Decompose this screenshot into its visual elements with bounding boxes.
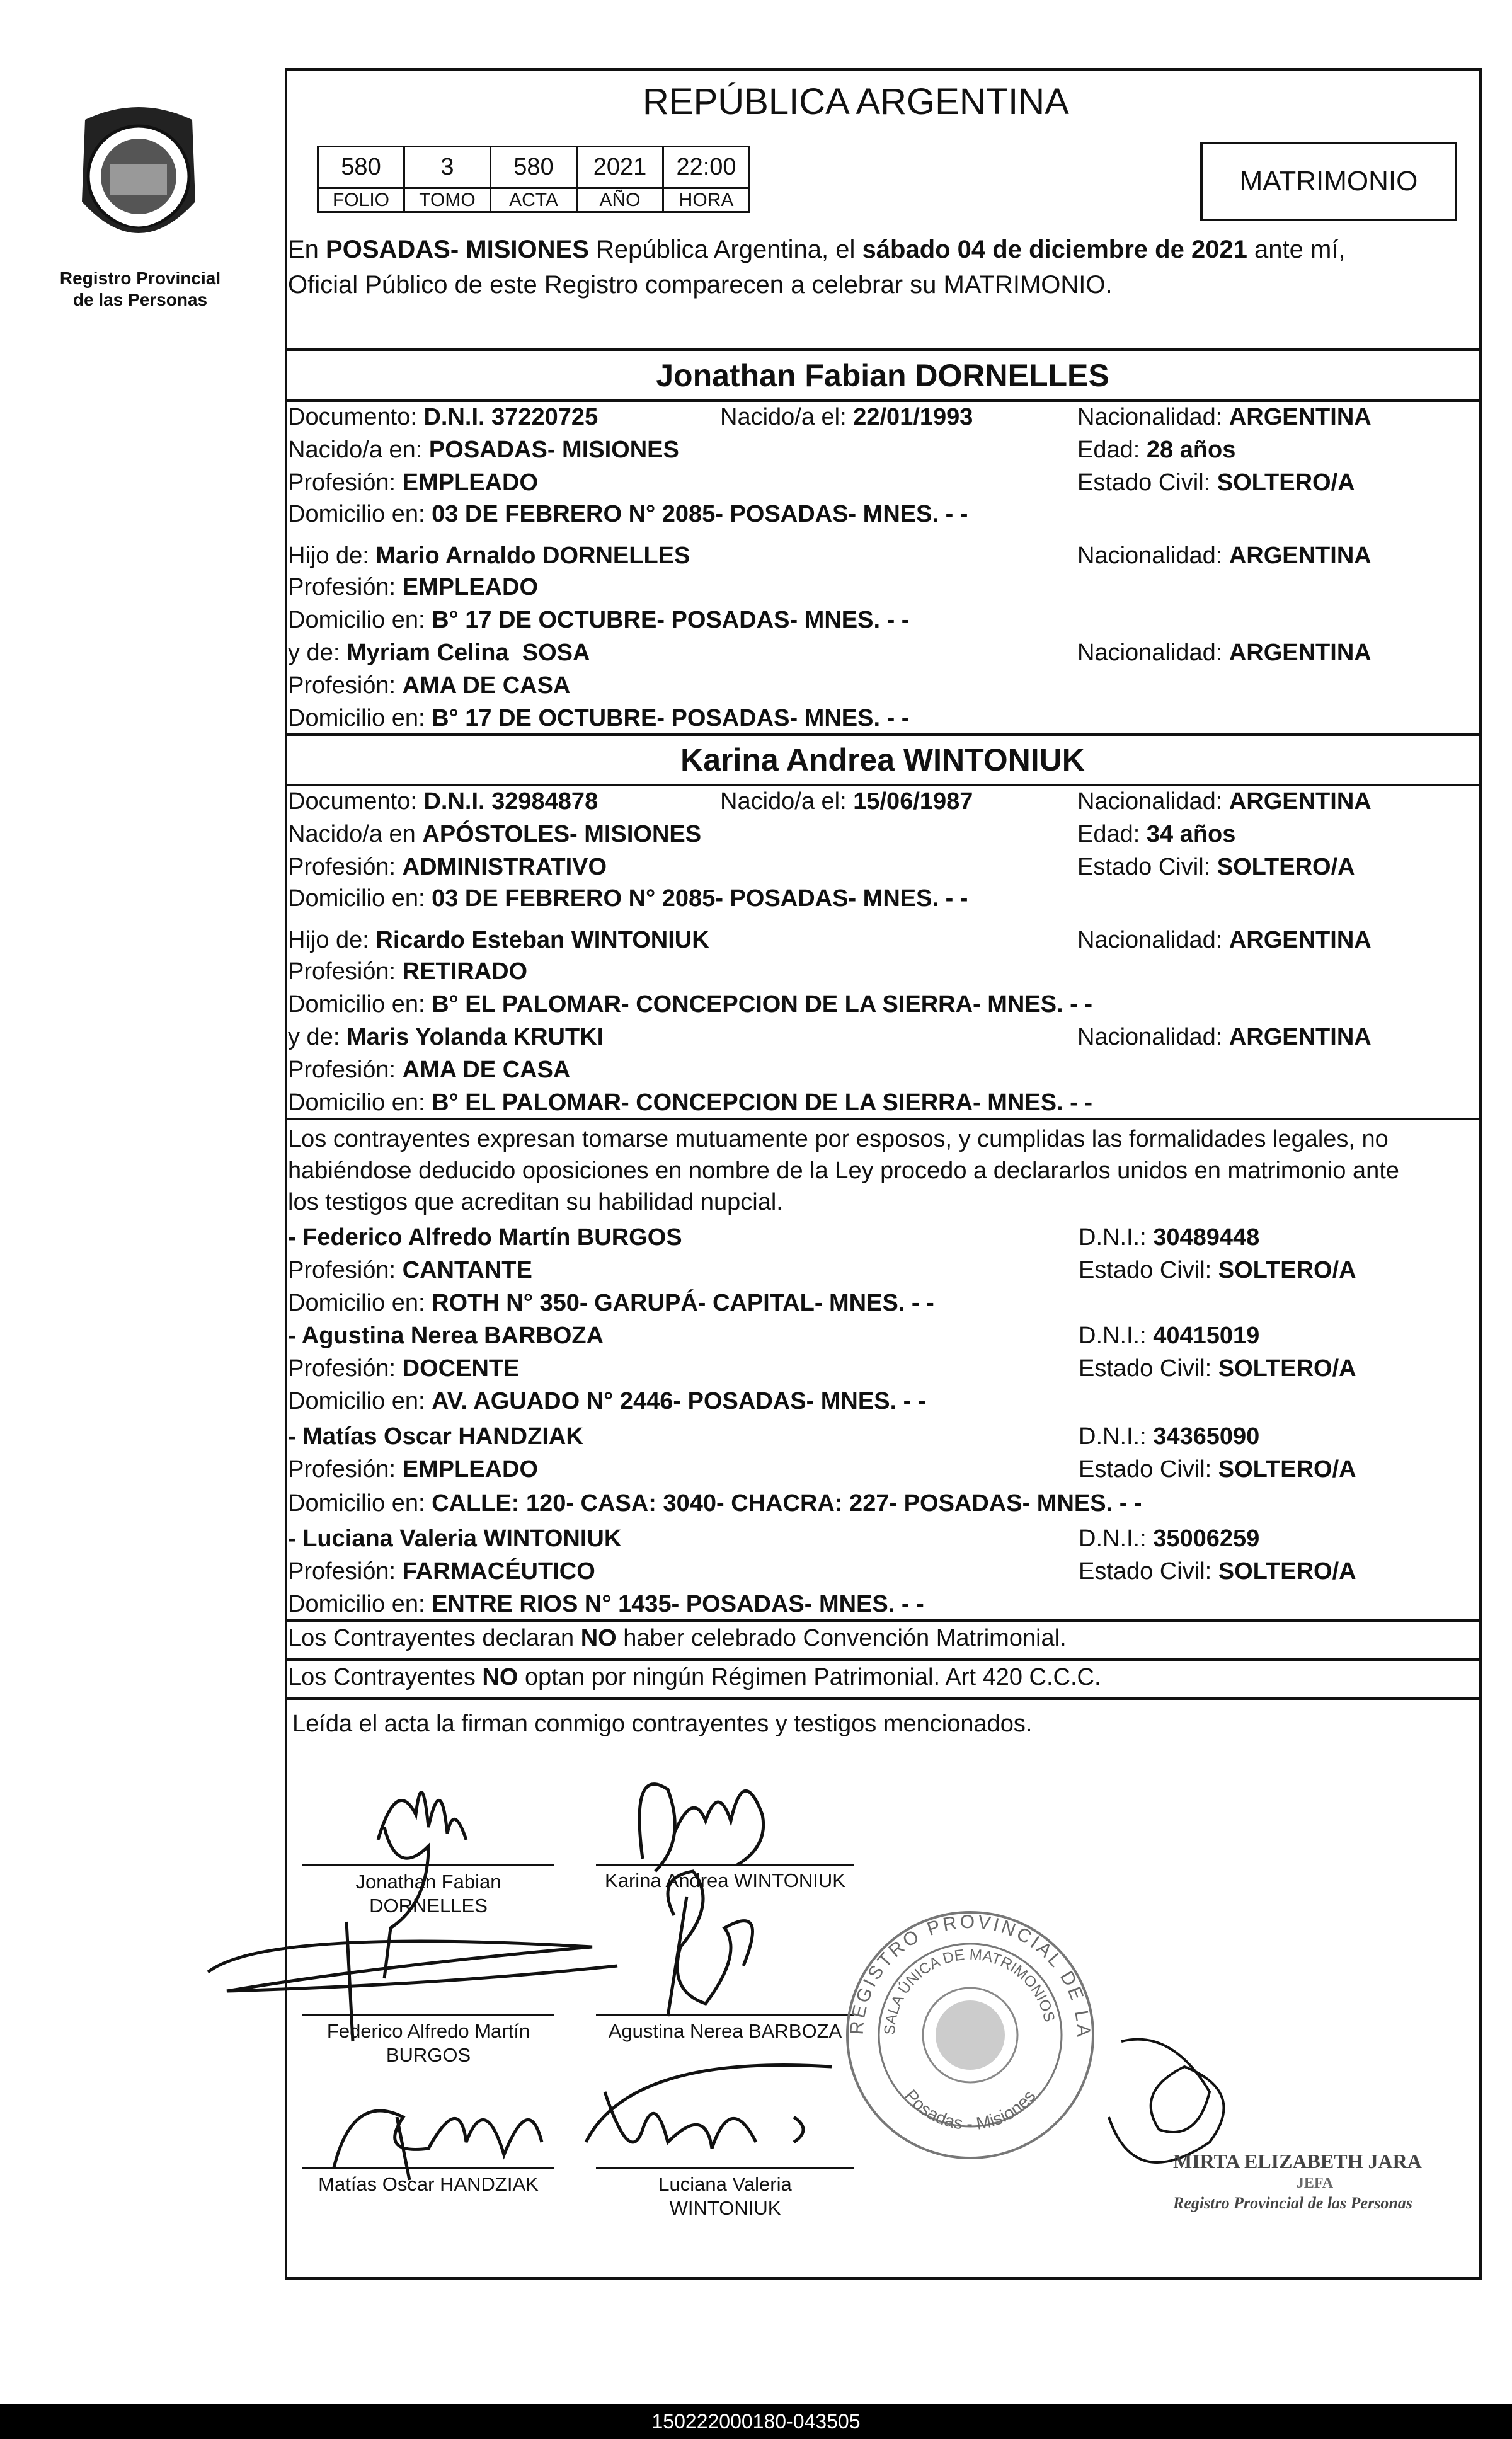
bride-mother-address: B° EL PALOMAR- CONCEPCION DE LA SIERRA- MNES. - -: [432, 1089, 1093, 1116]
signature-line-groom: [302, 1864, 554, 1866]
groom-dni: D.N.I. 37220725: [423, 404, 598, 430]
bride-signature-caption: Karina Andrea WINTONIUK: [605, 1869, 845, 1891]
divider: [285, 1118, 1480, 1120]
bride-mother-profession: AMA DE CASA: [402, 1057, 571, 1083]
groom-mother-prof-row: [288, 670, 570, 701]
groom-born-row: [720, 402, 973, 432]
label: D.N.I.:: [1079, 1423, 1154, 1450]
label: Hijo de:: [288, 927, 376, 953]
groom-mother-nat-row: [1077, 638, 1372, 668]
witness-1-civil-status: SOLTERO/A: [1218, 1257, 1356, 1283]
label: Profesión:: [288, 672, 403, 699]
label: D.N.I.:: [1079, 1224, 1154, 1251]
label: Profesión:: [288, 854, 403, 880]
convention-text: Los Contrayentes declaran: [288, 1625, 581, 1651]
intro-date: sábado 04 de diciembre de 2021: [862, 236, 1247, 263]
groom-birthplace: POSADAS- MISIONES: [428, 437, 679, 463]
act-type: MATRIMONIO: [1239, 166, 1418, 197]
label: Domicilio en:: [288, 1388, 432, 1415]
divider: [285, 733, 1480, 736]
caption-line: Jonathan Fabian: [355, 1871, 501, 1893]
label: Estado Civil:: [1077, 854, 1217, 880]
bride-civil-status: SOLTERO/A: [1217, 854, 1355, 880]
label: Nacido/a en: [288, 821, 423, 847]
witness-2-profession: DOCENTE: [402, 1355, 520, 1382]
bride-father-addr-row: [288, 989, 1092, 1019]
tomo-label: TOMO: [404, 188, 491, 212]
groom-nationality: ARGENTINA: [1228, 404, 1372, 430]
groom-mother-addr-row: [288, 703, 909, 733]
label: Domicilio en:: [288, 1490, 432, 1517]
label: Profesión:: [288, 1057, 403, 1083]
witness-4-prof-row: [288, 1556, 595, 1587]
witness-2-civil-row: [1079, 1353, 1356, 1384]
bride-addr-row: [288, 883, 968, 914]
convention-text: haber celebrado Convención Matrimonial.: [616, 1625, 1067, 1651]
groom-signature-caption: [302, 1870, 554, 1918]
groom-mother-address: B° 17 DE OCTUBRE- POSADAS- MNES. - -: [432, 705, 910, 732]
label: Nacionalidad:: [1077, 542, 1229, 569]
caption-line: Federico Alfredo Martín: [326, 2020, 530, 2042]
witness-3-dni-row: [1079, 1421, 1259, 1452]
label: Profesión:: [288, 1257, 403, 1283]
label: Profesión:: [288, 574, 403, 600]
bride-father-row: [288, 925, 709, 955]
label: D.N.I.:: [1079, 1323, 1154, 1349]
declaration-line-1: Los contrayentes expresan tomarse mutuamente por esposos, y cumplidas las formalidades legales, no: [288, 1126, 1389, 1152]
registry-labels-row: [318, 188, 750, 212]
witness-1-civil-row: [1079, 1255, 1356, 1285]
bride-mother-addr-row: [288, 1088, 1092, 1118]
bride-nationality: ARGENTINA: [1228, 788, 1372, 815]
witness-4-civil-row: [1079, 1556, 1356, 1587]
official-signature-icon: [1109, 2040, 1224, 2162]
bride-birthdate: 15/06/1987: [853, 788, 973, 815]
label: Estado Civil:: [1077, 469, 1217, 496]
intro-line-1: [288, 234, 1346, 265]
official-title: JEFA: [1296, 2175, 1334, 2191]
convention-no: NO: [580, 1625, 617, 1651]
label: Profesión:: [288, 469, 403, 496]
label: Domicilio en:: [288, 1290, 432, 1316]
witness-4-profession: FARMACÉUTICO: [402, 1558, 595, 1585]
svg-text:SALA ÚNICA DE MATRIMONIOS: SALA ÚNICA DE MATRIMONIOS: [881, 1946, 1058, 2036]
intro-text: En: [288, 236, 326, 263]
witness-2-civil-status: SOLTERO/A: [1218, 1355, 1356, 1382]
witness-3-signature-icon: [334, 2111, 542, 2180]
signature-line-bride: [596, 1864, 854, 1866]
province-seal: [60, 95, 217, 274]
witness-1-dni: 30489448: [1153, 1224, 1260, 1251]
groom-mother-nationality: ARGENTINA: [1228, 640, 1372, 666]
label: Domicilio en:: [288, 607, 432, 633]
groom-addr-row: [288, 499, 968, 529]
label: Nacido/a el:: [720, 788, 854, 815]
witness-4-address: ENTRE RIOS N° 1435- POSADAS- MNES. - -: [432, 1591, 924, 1617]
witness-1-address: ROTH N° 350- GARUPÁ- CAPITAL- MNES. - -: [432, 1290, 934, 1316]
groom-mother-name: Myriam Celina SOSA: [346, 640, 590, 666]
witness-3-address: CALLE: 120- CASA: 3040- CHACRA: 227- POSADAS- MNES. - -: [432, 1490, 1142, 1517]
groom-father-profession: EMPLEADO: [402, 574, 539, 600]
groom-father-address: B° 17 DE OCTUBRE- POSADAS- MNES. - -: [432, 607, 910, 633]
witness-1-signature-caption: [302, 2019, 554, 2067]
regime-no: NO: [482, 1664, 518, 1690]
bride-age: 34 años: [1146, 821, 1236, 847]
regime-line: [288, 1662, 1101, 1692]
groom-father-nat-row: [1077, 541, 1372, 571]
bride-prof-row: [288, 852, 607, 882]
groom-prof-row: [288, 468, 538, 498]
caption-line: DORNELLES: [369, 1895, 488, 1917]
witness-2-addr-row: [288, 1386, 926, 1416]
label: Estado Civil:: [1079, 1558, 1218, 1585]
bride-birthplace-row: [288, 819, 701, 849]
read-statement: Leída el acta la firman conmigo contrayentes y testigos mencionados.: [292, 1711, 1033, 1737]
registry-round-stamp: [838, 1903, 1102, 2167]
hora-value: 22:00: [663, 147, 750, 188]
divider: [285, 1619, 1480, 1622]
witness-4-dni-row: [1079, 1524, 1259, 1554]
groom-father-addr-row: [288, 605, 909, 635]
witness-4-signature-caption: [596, 2172, 854, 2220]
ano-label: AÑO: [577, 188, 663, 212]
groom-civil-row: [1077, 468, 1355, 498]
label: Profesión:: [288, 1558, 403, 1585]
witness-3-prof-row: [288, 1454, 538, 1484]
witness-1-prof-row: [288, 1255, 532, 1285]
footer-code: 150222000180-043505: [651, 2409, 861, 2433]
bride-father-nat-row: [1077, 925, 1372, 955]
witness-4-addr-row: [288, 1589, 924, 1619]
bride-mother-prof-row: [288, 1055, 570, 1085]
bride-father-name: Ricardo Esteban WINTONIUK: [375, 927, 709, 953]
label: Estado Civil:: [1079, 1257, 1218, 1283]
acta-label: ACTA: [491, 188, 577, 212]
bride-age-row: [1077, 819, 1235, 849]
label: Nacido/a el:: [720, 404, 854, 430]
label: Nacido/a en:: [288, 437, 429, 463]
registry-values-row: [318, 147, 750, 188]
witness-1-dni-row: [1079, 1222, 1259, 1253]
label: Nacionalidad:: [1077, 788, 1229, 815]
witness-2-prof-row: [288, 1353, 519, 1384]
official-name: MIRTA ELIZABETH JARA: [1173, 2150, 1422, 2172]
groom-address: 03 DE FEBRERO N° 2085- POSADAS- MNES. - -: [432, 501, 968, 527]
groom-nat-row: [1077, 402, 1372, 432]
bride-profession: ADMINISTRATIVO: [402, 854, 607, 880]
acta-value: 580: [491, 147, 577, 188]
label: Domicilio en:: [288, 501, 432, 527]
bride-name: Karina Andrea WINTONIUK: [680, 742, 1085, 778]
label: Domicilio en:: [288, 1591, 432, 1617]
bride-mother-name: Maris Yolanda KRUTKI: [346, 1024, 604, 1050]
label: Documento:: [288, 788, 424, 815]
witness-3-dni: 34365090: [1153, 1423, 1260, 1450]
label: Estado Civil:: [1079, 1456, 1218, 1483]
bride-civil-row: [1077, 852, 1355, 882]
bride-mother-nat-row: [1077, 1022, 1372, 1052]
folio-label: FOLIO: [318, 188, 404, 212]
witness-2-dni: 40415019: [1153, 1323, 1260, 1349]
groom-age-row: [1077, 435, 1235, 465]
svg-text:Posadas - Misiones: Posadas - Misiones: [900, 2086, 1040, 2134]
groom-profession: EMPLEADO: [402, 469, 539, 496]
witness-3-signature-caption: Matías Oscar HANDZIAK: [318, 2173, 539, 2195]
witness-3-name: - Matías Oscar HANDZIAK: [288, 1423, 583, 1450]
caption-line: WINTONIUK: [669, 2197, 781, 2219]
caption-line: BURGOS: [386, 2044, 471, 2066]
svg-text:REGISTRO PROVINCIAL DE LAS PER: REGISTRO PROVINCIAL DE LA: [846, 1911, 1094, 2040]
country-title: REPÚBLICA ARGENTINA: [643, 81, 1069, 122]
footer-bar: [0, 2404, 1512, 2439]
seal-caption-line1: Registro Provincial: [59, 268, 221, 288]
bride-father-profession: RETIRADO: [402, 958, 528, 985]
witness-3-civil-status: SOLTERO/A: [1218, 1456, 1356, 1483]
groom-doc-row: [288, 402, 598, 432]
signature-line-w4: [596, 2167, 854, 2169]
witness-1-profession: CANTANTE: [402, 1257, 532, 1283]
witness-3-civil-row: [1079, 1454, 1356, 1484]
label: Domicilio en:: [288, 705, 432, 732]
label: Nacionalidad:: [1077, 640, 1229, 666]
label: Domicilio en:: [288, 991, 432, 1018]
groom-mother-row: [288, 638, 590, 668]
groom-age: 28 años: [1146, 437, 1236, 463]
label: Edad:: [1077, 821, 1147, 847]
label: Domicilio en:: [288, 885, 432, 912]
groom-name: Jonathan Fabian DORNELLES: [656, 358, 1109, 393]
divider: [285, 1658, 1480, 1661]
caption-line: Luciana Valeria: [658, 2173, 792, 2195]
official-office: Registro Provincial de las Personas: [1173, 2194, 1412, 2212]
intro-text: República Argentina, el: [588, 236, 862, 263]
declaration-line-2: habiéndose deducido oposiciones en nombre de la Ley procedo a declararlos unidos en matrimonio ante: [288, 1157, 1399, 1184]
tomo-value: 3: [404, 147, 491, 188]
bride-dni: D.N.I. 32984878: [423, 788, 598, 815]
witness-2-signature-icon: [668, 1871, 753, 2016]
label: y de:: [288, 640, 346, 666]
witness-4-name: - Luciana Valeria WINTONIUK: [288, 1525, 622, 1552]
bride-mother-nationality: ARGENTINA: [1228, 1024, 1372, 1050]
groom-birthdate: 22/01/1993: [853, 404, 973, 430]
groom-father-name: Mario Arnaldo DORNELLES: [375, 542, 690, 569]
hora-label: HORA: [663, 188, 750, 212]
folio-value: 580: [318, 147, 404, 188]
label: Edad:: [1077, 437, 1147, 463]
groom-mother-profession: AMA DE CASA: [402, 672, 571, 699]
divider: [285, 348, 1480, 351]
intro-text: ante mí,: [1247, 236, 1346, 263]
groom-birthplace-row: [288, 435, 679, 465]
label: Nacionalidad:: [1077, 927, 1229, 953]
bride-nat-row: [1077, 786, 1372, 817]
label: Nacionalidad:: [1077, 404, 1229, 430]
bride-father-prof-row: [288, 956, 527, 987]
convention-line: [288, 1623, 1067, 1653]
witness-2-signature-caption: Agustina Nerea BARBOZA: [608, 2020, 842, 2042]
seal-caption: [47, 268, 233, 311]
ano-value: 2021: [577, 147, 663, 188]
groom-father-row: [288, 541, 690, 571]
witness-3-profession: EMPLEADO: [402, 1456, 539, 1483]
witness-1-addr-row: [288, 1288, 934, 1318]
groom-father-nationality: ARGENTINA: [1228, 542, 1372, 569]
bride-signature-icon: [639, 1784, 764, 1871]
label: Profesión:: [288, 1355, 403, 1382]
witness-2-address: AV. AGUADO N° 2446- POSADAS- MNES. - -: [432, 1388, 926, 1415]
signature-line-w1: [302, 2014, 554, 2016]
groom-civil-status: SOLTERO/A: [1217, 469, 1355, 496]
witness-2-dni-row: [1079, 1321, 1259, 1351]
witness-4-signature-icon: [586, 2065, 832, 2149]
divider: [285, 1697, 1480, 1700]
signature-line-w2: [596, 2014, 854, 2016]
witness-3-addr-row: [288, 1488, 1142, 1518]
bride-father-address: B° EL PALOMAR- CONCEPCION DE LA SIERRA- MNES. - -: [432, 991, 1093, 1018]
signature-line-w3: [302, 2167, 554, 2169]
groom-father-prof-row: [288, 572, 538, 602]
round-stamp-icon: [838, 1903, 1102, 2167]
label: Documento:: [288, 404, 424, 430]
declaration-line-3: los testigos que acreditan su habilidad nupcial.: [288, 1189, 783, 1215]
bride-doc-row: [288, 786, 598, 817]
bride-address: 03 DE FEBRERO N° 2085- POSADAS- MNES. - -: [432, 885, 968, 912]
regime-text: optan por ningún Régimen Patrimonial. Art 420 C.C.C.: [518, 1664, 1101, 1690]
witness-4-civil-status: SOLTERO/A: [1218, 1558, 1356, 1585]
intro-line-2: Oficial Público de este Registro comparecen a celebrar su MATRIMONIO.: [288, 271, 1113, 299]
bride-father-nationality: ARGENTINA: [1228, 927, 1372, 953]
label: Hijo de:: [288, 542, 376, 569]
label: Domicilio en:: [288, 1089, 432, 1116]
label: Nacionalidad:: [1077, 1024, 1229, 1050]
regime-text: Los Contrayentes: [288, 1664, 483, 1690]
witness-2-name: - Agustina Nerea BARBOZA: [288, 1323, 604, 1349]
province-seal-icon: [60, 95, 217, 274]
intro-place: POSADAS- MISIONES: [326, 236, 589, 263]
bride-birthplace: APÓSTOLES- MISIONES: [422, 821, 702, 847]
label: y de:: [288, 1024, 346, 1050]
bride-mother-row: [288, 1022, 604, 1052]
seal-caption-line2: de las Personas: [72, 290, 208, 309]
bride-born-row: [720, 786, 973, 817]
label: Profesión:: [288, 958, 403, 985]
witness-1-name: - Federico Alfredo Martín BURGOS: [288, 1224, 682, 1251]
act-type-box: [1200, 142, 1457, 221]
label: D.N.I.:: [1079, 1525, 1154, 1552]
label: Estado Civil:: [1079, 1355, 1218, 1382]
witness-4-dni: 35006259: [1153, 1525, 1260, 1552]
label: Profesión:: [288, 1456, 403, 1483]
official-stamp: [1173, 2149, 1457, 2214]
registry-table: [317, 146, 750, 213]
